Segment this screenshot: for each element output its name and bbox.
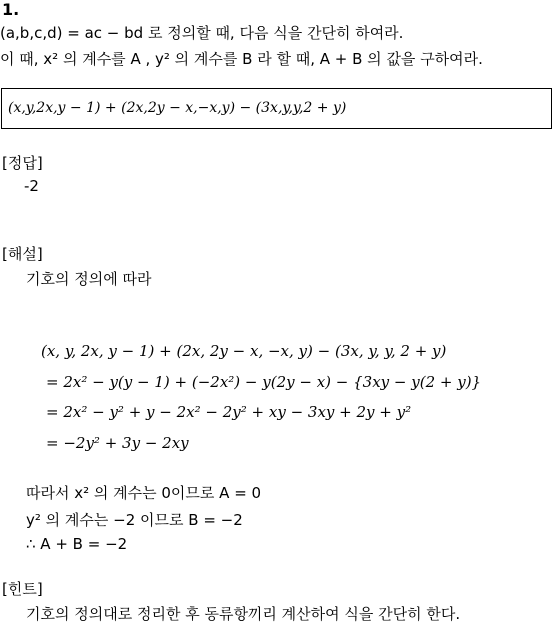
- conclusion-line-3: ∴ A + B = −2: [26, 535, 128, 553]
- problem-number: 1.: [2, 0, 20, 19]
- conclusion-line-2: y² 의 계수는 −2 이므로 B = −2: [26, 511, 243, 529]
- solution-intro: 기호의 정의에 따라: [26, 270, 152, 288]
- solution-step-2: = 2x² − y(y − 1) + (−2x²) − y(2y − x) − {3xy − y(2 + y)}: [46, 373, 482, 391]
- expression-text: (x,y,2x,y − 1) + (2x,2y − x,−x,y) − (3x,y,y,2 + y): [8, 100, 347, 116]
- solution-step-4: = −2y² + 3y − 2xy: [46, 434, 189, 452]
- solution-step-1: (x, y, 2x, y − 1) + (2x, 2y − x, −x, y) − (3x, y, y, 2 + y): [41, 342, 447, 360]
- problem-statement-line-2: 이 때, x² 의 계수를 A , y² 의 계수를 B 라 할 때, A + B 의 값을 구하여라.: [0, 50, 483, 68]
- problem-statement-line-1: (a,b,c,d) = ac − bd 로 정의할 때, 다음 식을 간단히 하여라.: [0, 24, 404, 42]
- solution-step-3: = 2x² − y² + y − 2x² − 2y² + xy − 3xy + 2y + y²: [46, 403, 412, 421]
- answer-value: -2: [24, 177, 39, 195]
- expression-box: [1, 88, 552, 129]
- hint-text: 기호의 정의대로 정리한 후 동류항끼리 계산하여 식을 간단히 한다.: [26, 605, 461, 623]
- answer-heading: [정답]: [2, 154, 43, 172]
- hint-heading: [힌트]: [2, 580, 43, 598]
- conclusion-line-1: 따라서 x² 의 계수는 0이므로 A = 0: [26, 484, 262, 502]
- solution-heading: [해설]: [2, 245, 43, 263]
